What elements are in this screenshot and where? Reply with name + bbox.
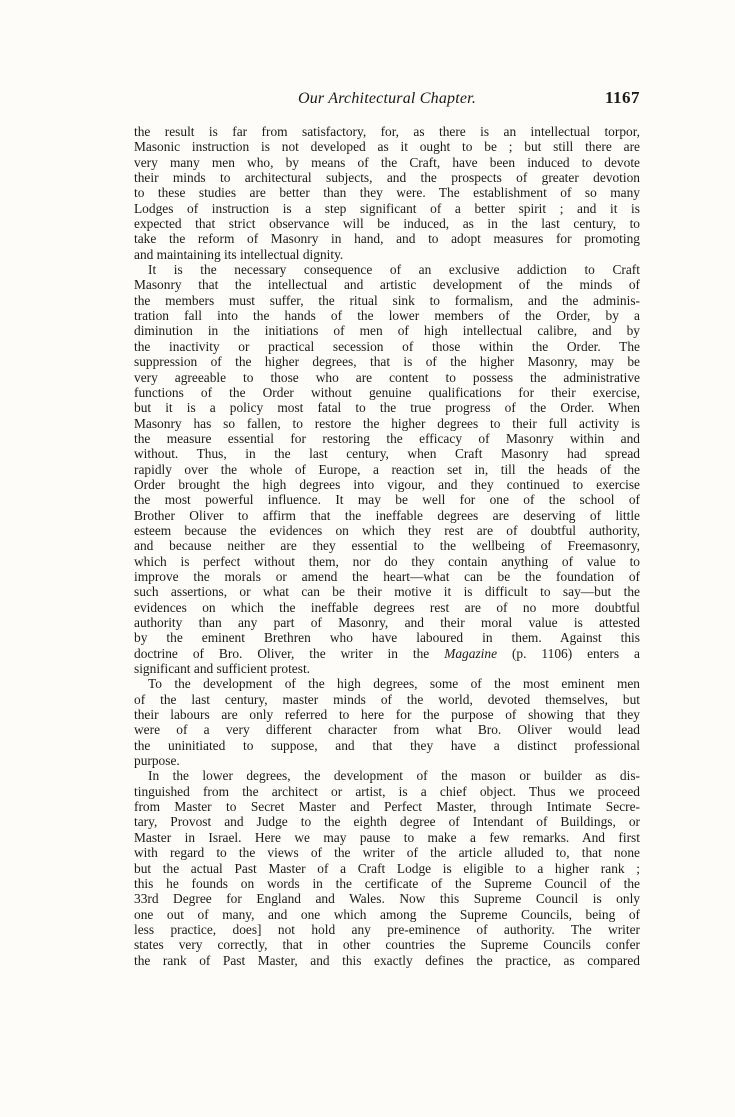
text-line: without. Thus, in the last century, when Craft Masonry had spread [134, 446, 640, 462]
text-line: functions of the Order without genuine qualifications for their exercise, [134, 384, 640, 400]
text-line: It is the necessary consequence of an exclusive addiction to Craft [148, 262, 640, 278]
magazine-title: Magazine [444, 645, 498, 661]
text-line: take the reform of Masonry in hand, and to adopt measures for promoting [134, 231, 640, 247]
text-line: suppression of the higher degrees, that is of the higher Masonry, may be [134, 354, 640, 370]
text-line: the result is far from satisfactory, for, as there is an intellectual torpor, [134, 124, 640, 139]
text-line: tration fall into the hands of the lower members of the Order, by a [134, 308, 640, 324]
text-line: but the actual Past Master of a Craft Lodge is eligible to a higher rank ; [134, 860, 640, 876]
magazine-after: (p. 1106) enters a [497, 645, 640, 661]
text-line: the most powerful influence. It may be well for one of the school of [134, 492, 640, 508]
text-line: the inactivity or practical secession of those within the Order. The [134, 338, 640, 354]
text-line: Order brought the high degrees into vigour, and they continued to exercise [134, 476, 640, 492]
text-line: expected that strict observance will be induced, as in the last century, to [134, 216, 640, 232]
text-line: tinguished from the architect or artist, is a chief object. Thus we proceed [134, 783, 640, 799]
text-line: their minds to architectural subjects, and the prospects of greater devotion [134, 170, 640, 186]
page-header [134, 88, 640, 114]
text-line: diminution in the initiations of men of high intellectual calibre, and by [134, 323, 640, 339]
text-line: to these studies are better than they were. The establishment of so many [134, 185, 640, 201]
text-line: esteem because the evidences on which they rest are of doubtful authority, [134, 522, 640, 538]
text-line: authority than any part of Masonry, and their moral value is attested [134, 615, 640, 630]
text-line: the rank of Past Master, and this exactly defines the practice, as compared [134, 952, 640, 968]
text-line: and because neither are they essential to the wellbeing of Freemasonry, [134, 538, 640, 554]
text-line: Masonry has so fallen, to restore the higher degrees to their full activity is [134, 415, 640, 431]
page-number: 1167 [604, 88, 640, 107]
text-line: very many men who, by means of the Craft, have been induced to devote [134, 154, 640, 170]
text-line: the members must suffer, the ritual sink to formalism, and the adminis- [134, 292, 640, 308]
text-line: improve the morals or amend the heart—what can be the foundation of [134, 568, 640, 584]
text-line: by the eminent Brethren who have laboured in them. Against this [134, 630, 640, 646]
body-text [134, 124, 640, 968]
text-line: Master in Israel. Here we may pause to make a few remarks. And first [134, 829, 640, 845]
text-line: purpose. [134, 753, 180, 769]
text-line: 33rd Degree for England and Wales. Now this Supreme Council is only [134, 891, 640, 907]
running-title: Our Architectural Chapter. [297, 90, 477, 107]
text-line: this he founds on words in the certificate of the Supreme Council of the [134, 875, 640, 891]
text-line: with regard to the views of the writer of the article alluded to, that none [134, 845, 640, 861]
text-line: such assertions, or what can be their motive it is difficult to say—but the [134, 584, 640, 600]
text-line: of the last century, master minds of the world, devoted themselves, but [134, 691, 640, 707]
text-line: Masonic instruction is not developed as it ought to be ; but still there are [134, 139, 640, 155]
text-line: which is perfect without them, nor do they contain anything of value to [134, 553, 640, 569]
text-line-magazine [134, 646, 640, 661]
text-line: were of a very different character from what Bro. Oliver would lead [134, 722, 640, 738]
text-line: In the lower degrees, the development of the mason or builder as dis- [148, 768, 640, 784]
magazine-before: doctrine of Bro. Oliver, the writer in the [134, 645, 445, 661]
text-line: Masonry that the intellectual and artistic development of the minds of [134, 277, 640, 293]
text-line: and maintaining its intellectual dignity. [134, 246, 344, 262]
text-line: evidences on which the ineffable degrees rest are of no more doubtful [134, 599, 640, 615]
text-line: Brother Oliver to affirm that the ineffable degrees are deserving of little [134, 507, 640, 523]
text-line: tary, Provost and Judge to the eighth degree of Intendant of Buildings, or [134, 814, 640, 830]
text-line: very agreeable to those who are content to possess the administrative [134, 369, 640, 385]
text-line: the uninitiated to suppose, and that they have a distinct professional [134, 737, 640, 753]
text-line: To the development of the high degrees, some of the most eminent men [148, 676, 640, 692]
text-line: but it is a policy most fatal to the true progress of the Order. When [134, 400, 640, 416]
text-line: rapidly over the whole of Europe, a reaction set in, till the heads of the [134, 461, 640, 477]
text-line: from Master to Secret Master and Perfect Master, through Intimate Secre- [134, 799, 640, 815]
text-line: one out of many, and one which among the Supreme Councils, being of [134, 906, 640, 922]
text-line: states very correctly, that in other countries the Supreme Councils confer [134, 937, 640, 953]
text-line: Lodges of instruction is a step significant of a better spirit ; and it is [134, 200, 640, 216]
text-line: less practice, does] not hold any pre-eminence of authority. The writer [134, 921, 640, 937]
text-line: significant and sufficient protest. [134, 661, 311, 677]
text-line: their labours are only referred to here for the purpose of showing that they [134, 707, 640, 723]
text-line: the measure essential for restoring the efficacy of Masonry within and [134, 430, 640, 446]
